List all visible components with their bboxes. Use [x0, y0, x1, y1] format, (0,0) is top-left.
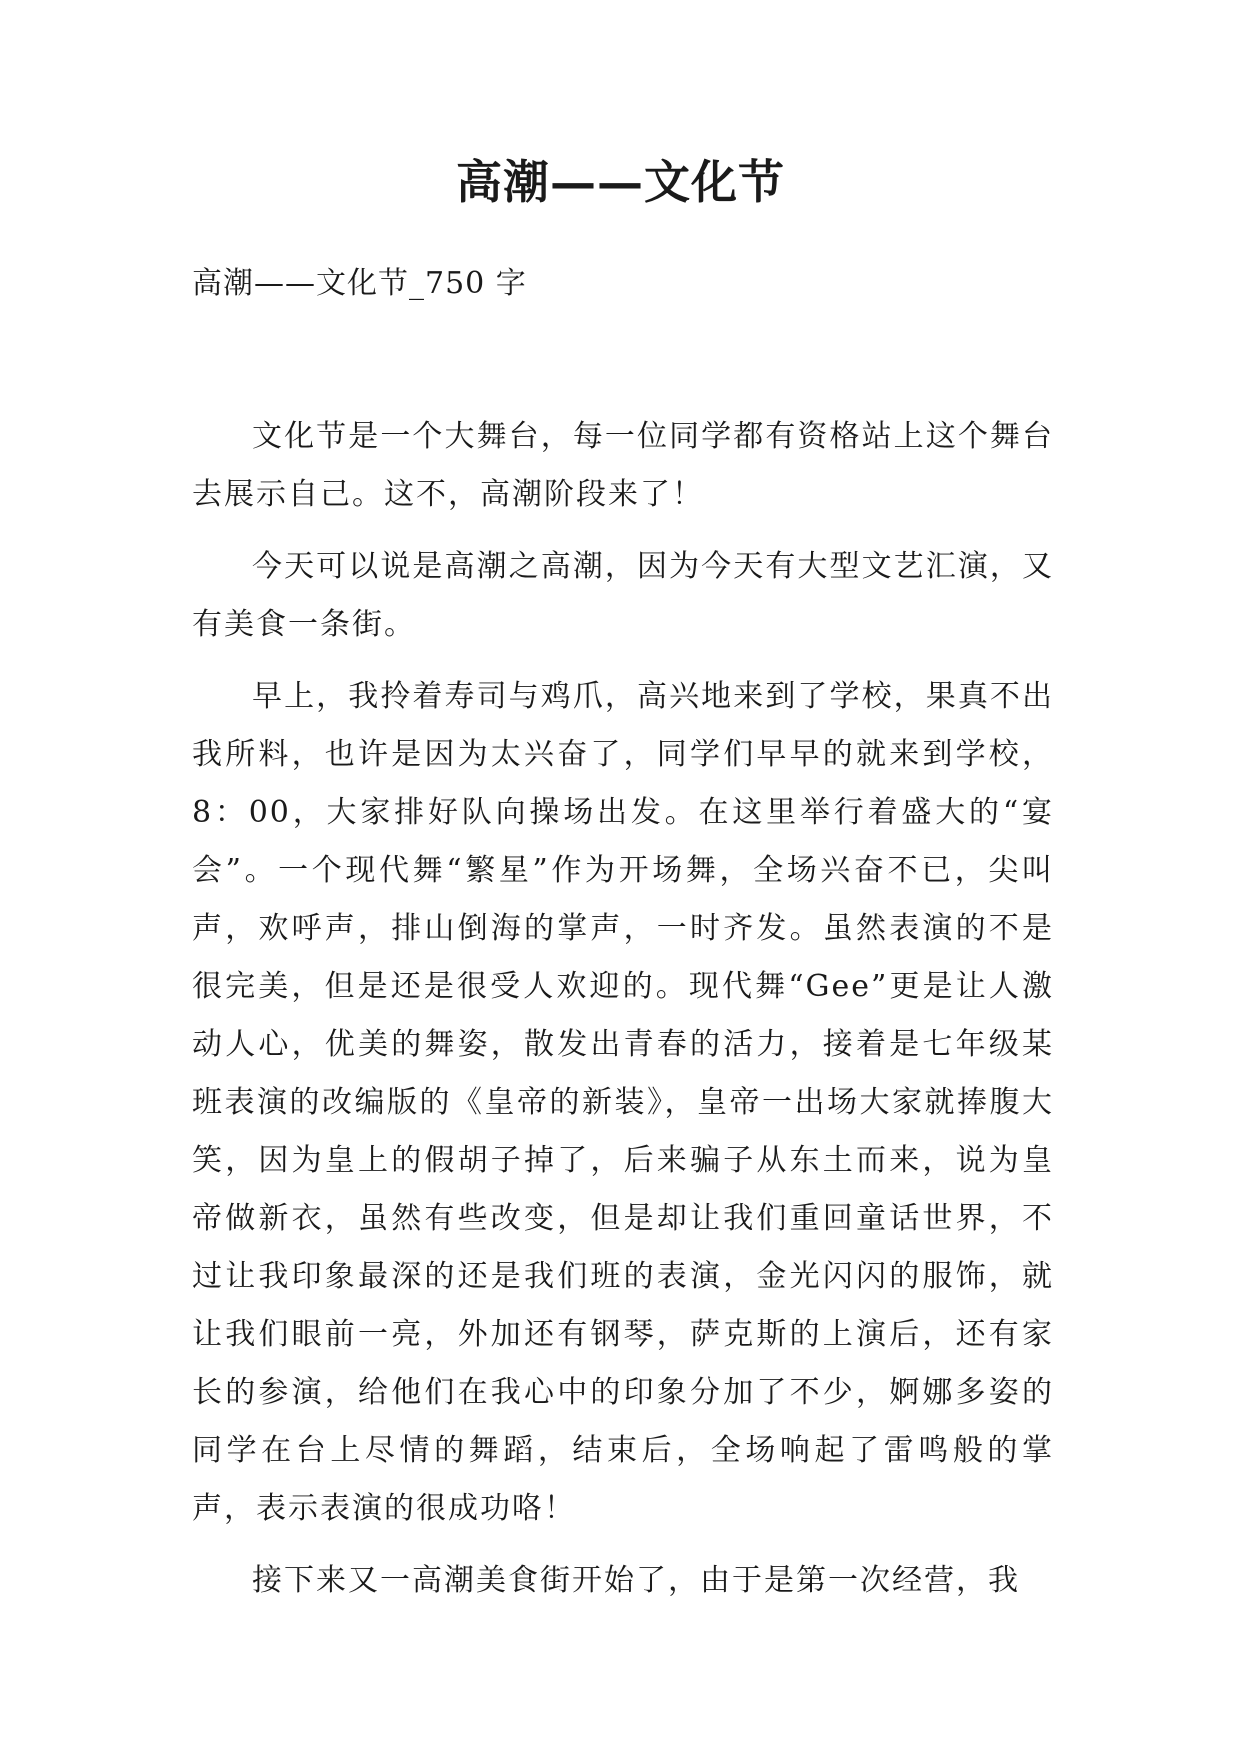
- document-body: [192, 408, 1054, 1624]
- page-title: 高潮——文化节: [456, 155, 785, 209]
- paragraph-2: 今天可以说是高潮之高潮，因为今天有大型文艺汇演，又有美食一条街。: [192, 549, 1054, 642]
- paragraph-4: 接下来又一高潮美食街开始了，由于是第一次经营，我: [252, 1563, 1020, 1598]
- document-subtitle: 高潮——文化节_750 字: [192, 266, 527, 301]
- paragraph-3: 早上，我拎着寿司与鸡爪，高兴地来到了学校，果真不出我所料，也许是因为太兴奋了，同学们早早的就来到学校，8：00，大家排好队向操场出发。在这里举行着盛大的“宴会”。一个现代舞“繁星”作为开场舞，全场兴奋不已，尖叫声，欢呼声，排山倒海的掌声，一时齐发。虽然表演的不是很完美，但是还是很受人欢迎的。现代舞“Gee”更是让人激动人心，优美的舞姿，散发出青春的活力，接着是七年级某班表演的改编版的《皇帝的新装》，皇帝一出场大家就捧腹大笑，因为皇上的假胡子掉了，后来骗子从东土而来，说为皇帝做新衣，虽然有些改变，但是却让我们重回童话世界，不过让我印象最深的还是我们班的表演，金光闪闪的服饰，就让我们眼前一亮，外加还有钢琴，萨克斯的上演后，还有家长的参演，给他们在我心中的印象分加了不少，婀娜多姿的同学在台上尽情的舞蹈，结束后，全场响起了雷鸣般的掌声，表示表演的很成功咯！: [192, 679, 1054, 1526]
- paragraph-1: 文化节是一个大舞台，每一位同学都有资格站上这个舞台去展示自己。这不，高潮阶段来了！: [192, 419, 1054, 512]
